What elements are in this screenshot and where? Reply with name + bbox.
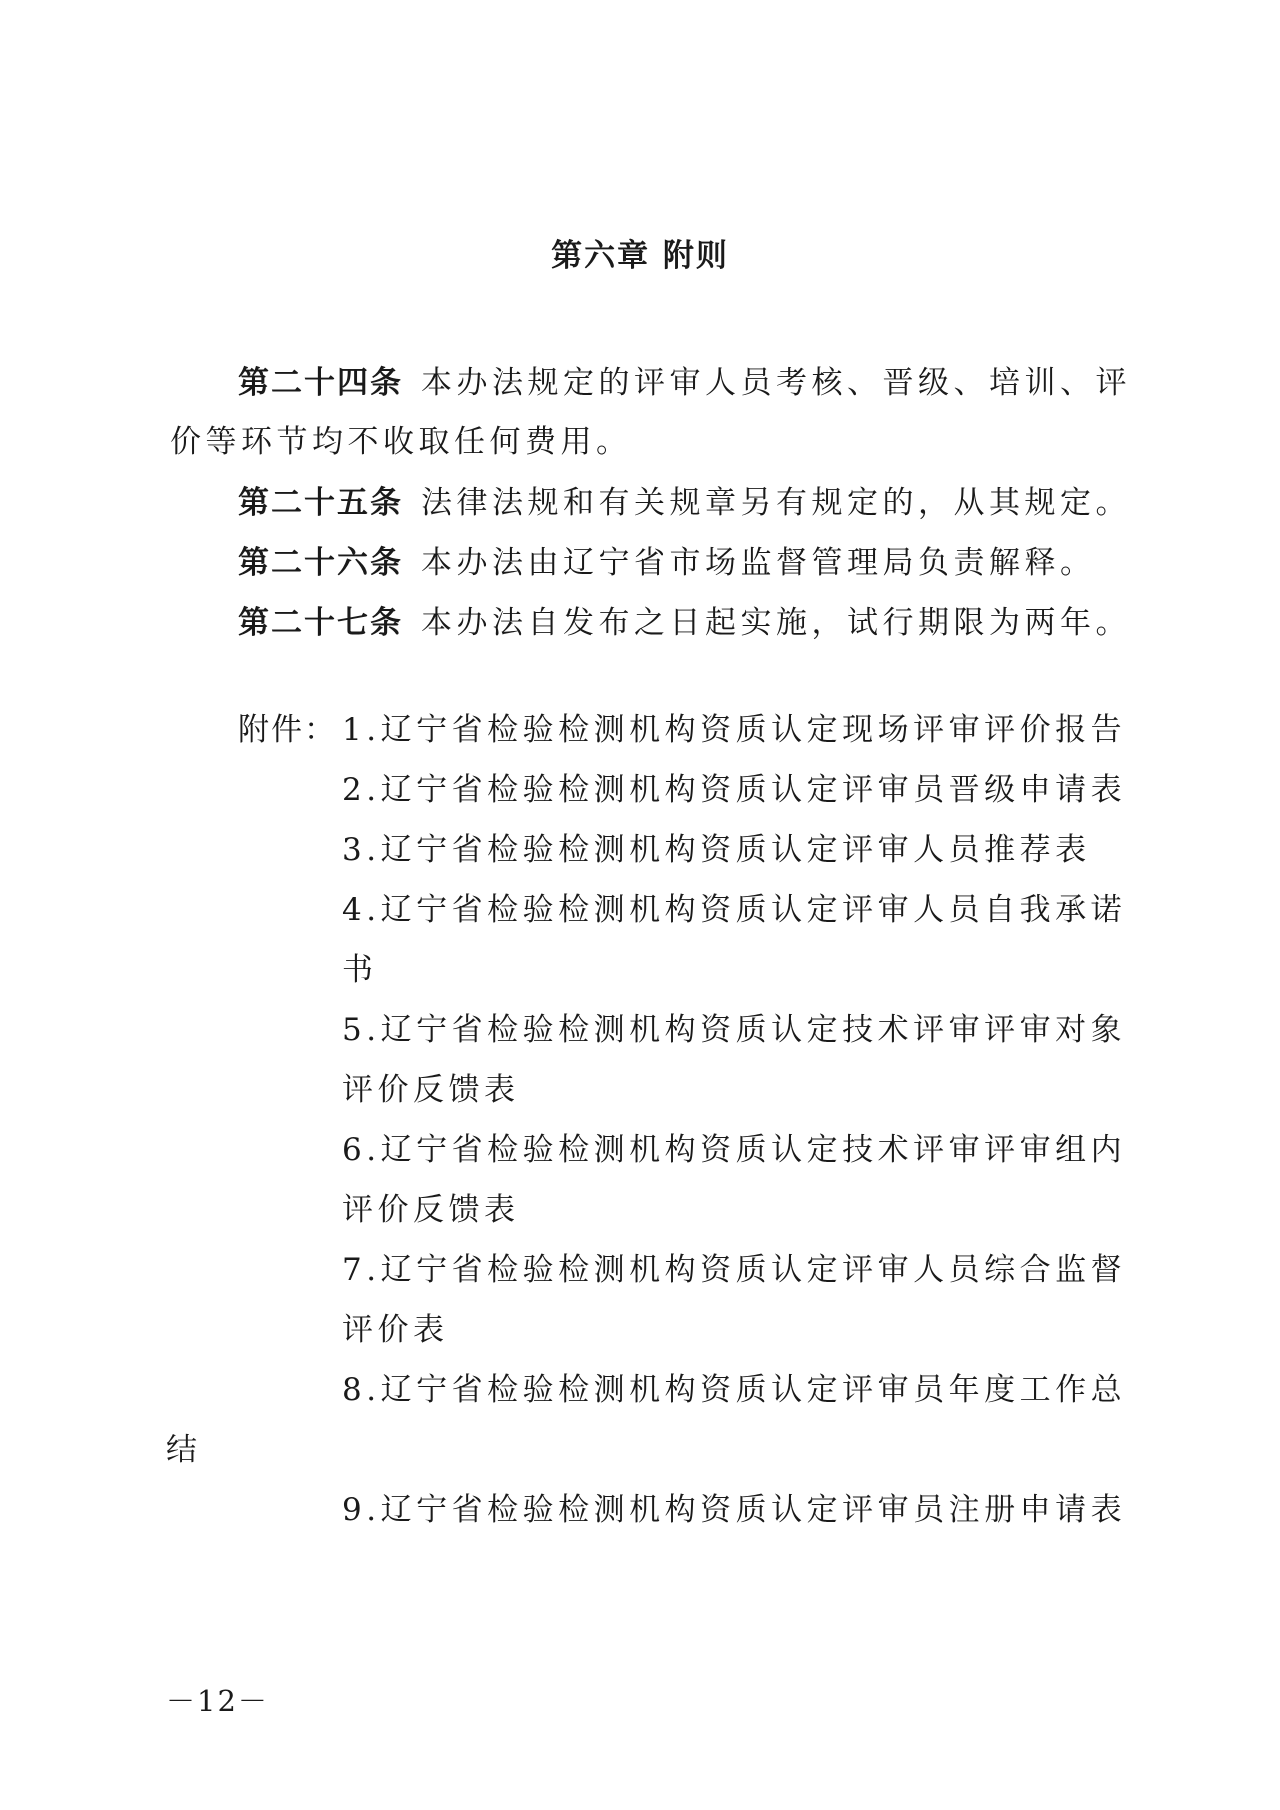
article-26-line-1: [238, 543, 1096, 583]
attachment-9-line-1: 9.辽宁省检验检测机构资质认定评审员注册申请表: [342, 1492, 1127, 1528]
attachment-6-line-1: 6.辽宁省检验检测机构资质认定技术评审评审组内: [342, 1132, 1127, 1168]
attachment-7-line-2: 评价表: [342, 1312, 449, 1348]
article-24-text-1: 本办法规定的评审人员考核、晋级、培训、评: [421, 365, 1131, 401]
attachment-1-line-1: 1.辽宁省检验检测机构资质认定现场评审评价报告: [342, 712, 1127, 748]
article-25-line-1: [238, 483, 1131, 523]
article-25-label: 第二十五条: [238, 485, 403, 521]
chapter-title: 第六章 附则: [551, 238, 729, 274]
attachment-6-line-2: 评价反馈表: [342, 1192, 520, 1228]
article-24-line-2: 价等环节均不收取任何费用。: [170, 424, 632, 460]
attachment-5-line-1: 5.辽宁省检验检测机构资质认定技术评审评审对象: [342, 1012, 1127, 1048]
article-24-label: 第二十四条: [238, 365, 403, 401]
attachments-label: 附件：: [238, 712, 337, 748]
article-27-line-1: [238, 603, 1131, 643]
attachment-4-line-1: 4.辽宁省检验检测机构资质认定评审人员自我承诺: [342, 892, 1127, 928]
article-25-text-1: 法律法规和有关规章另有规定的，从其规定。: [421, 485, 1131, 521]
attachment-5-line-2: 评价反馈表: [342, 1072, 520, 1108]
article-27-label: 第二十七条: [238, 605, 403, 641]
attachment-8-line-1: 8.辽宁省检验检测机构资质认定评审员年度工作总: [342, 1372, 1127, 1408]
attachment-7-line-1: 7.辽宁省检验检测机构资质认定评审人员综合监督: [342, 1252, 1127, 1288]
page-number: －12－: [166, 1684, 269, 1718]
article-26-label: 第二十六条: [238, 545, 403, 581]
article-27-text-1: 本办法自发布之日起实施，试行期限为两年。: [421, 605, 1131, 641]
attachment-3-line-1: 3.辽宁省检验检测机构资质认定评审人员推荐表: [342, 832, 1091, 868]
attachment-4-line-2: 书: [342, 952, 378, 988]
attachment-2-line-1: 2.辽宁省检验检测机构资质认定评审员晋级申请表: [342, 772, 1127, 808]
attachment-8-line-2: 结: [166, 1432, 202, 1468]
article-26-text-1: 本办法由辽宁省市场监督管理局负责解释。: [421, 545, 1096, 581]
article-24-line-1: [238, 363, 1131, 403]
